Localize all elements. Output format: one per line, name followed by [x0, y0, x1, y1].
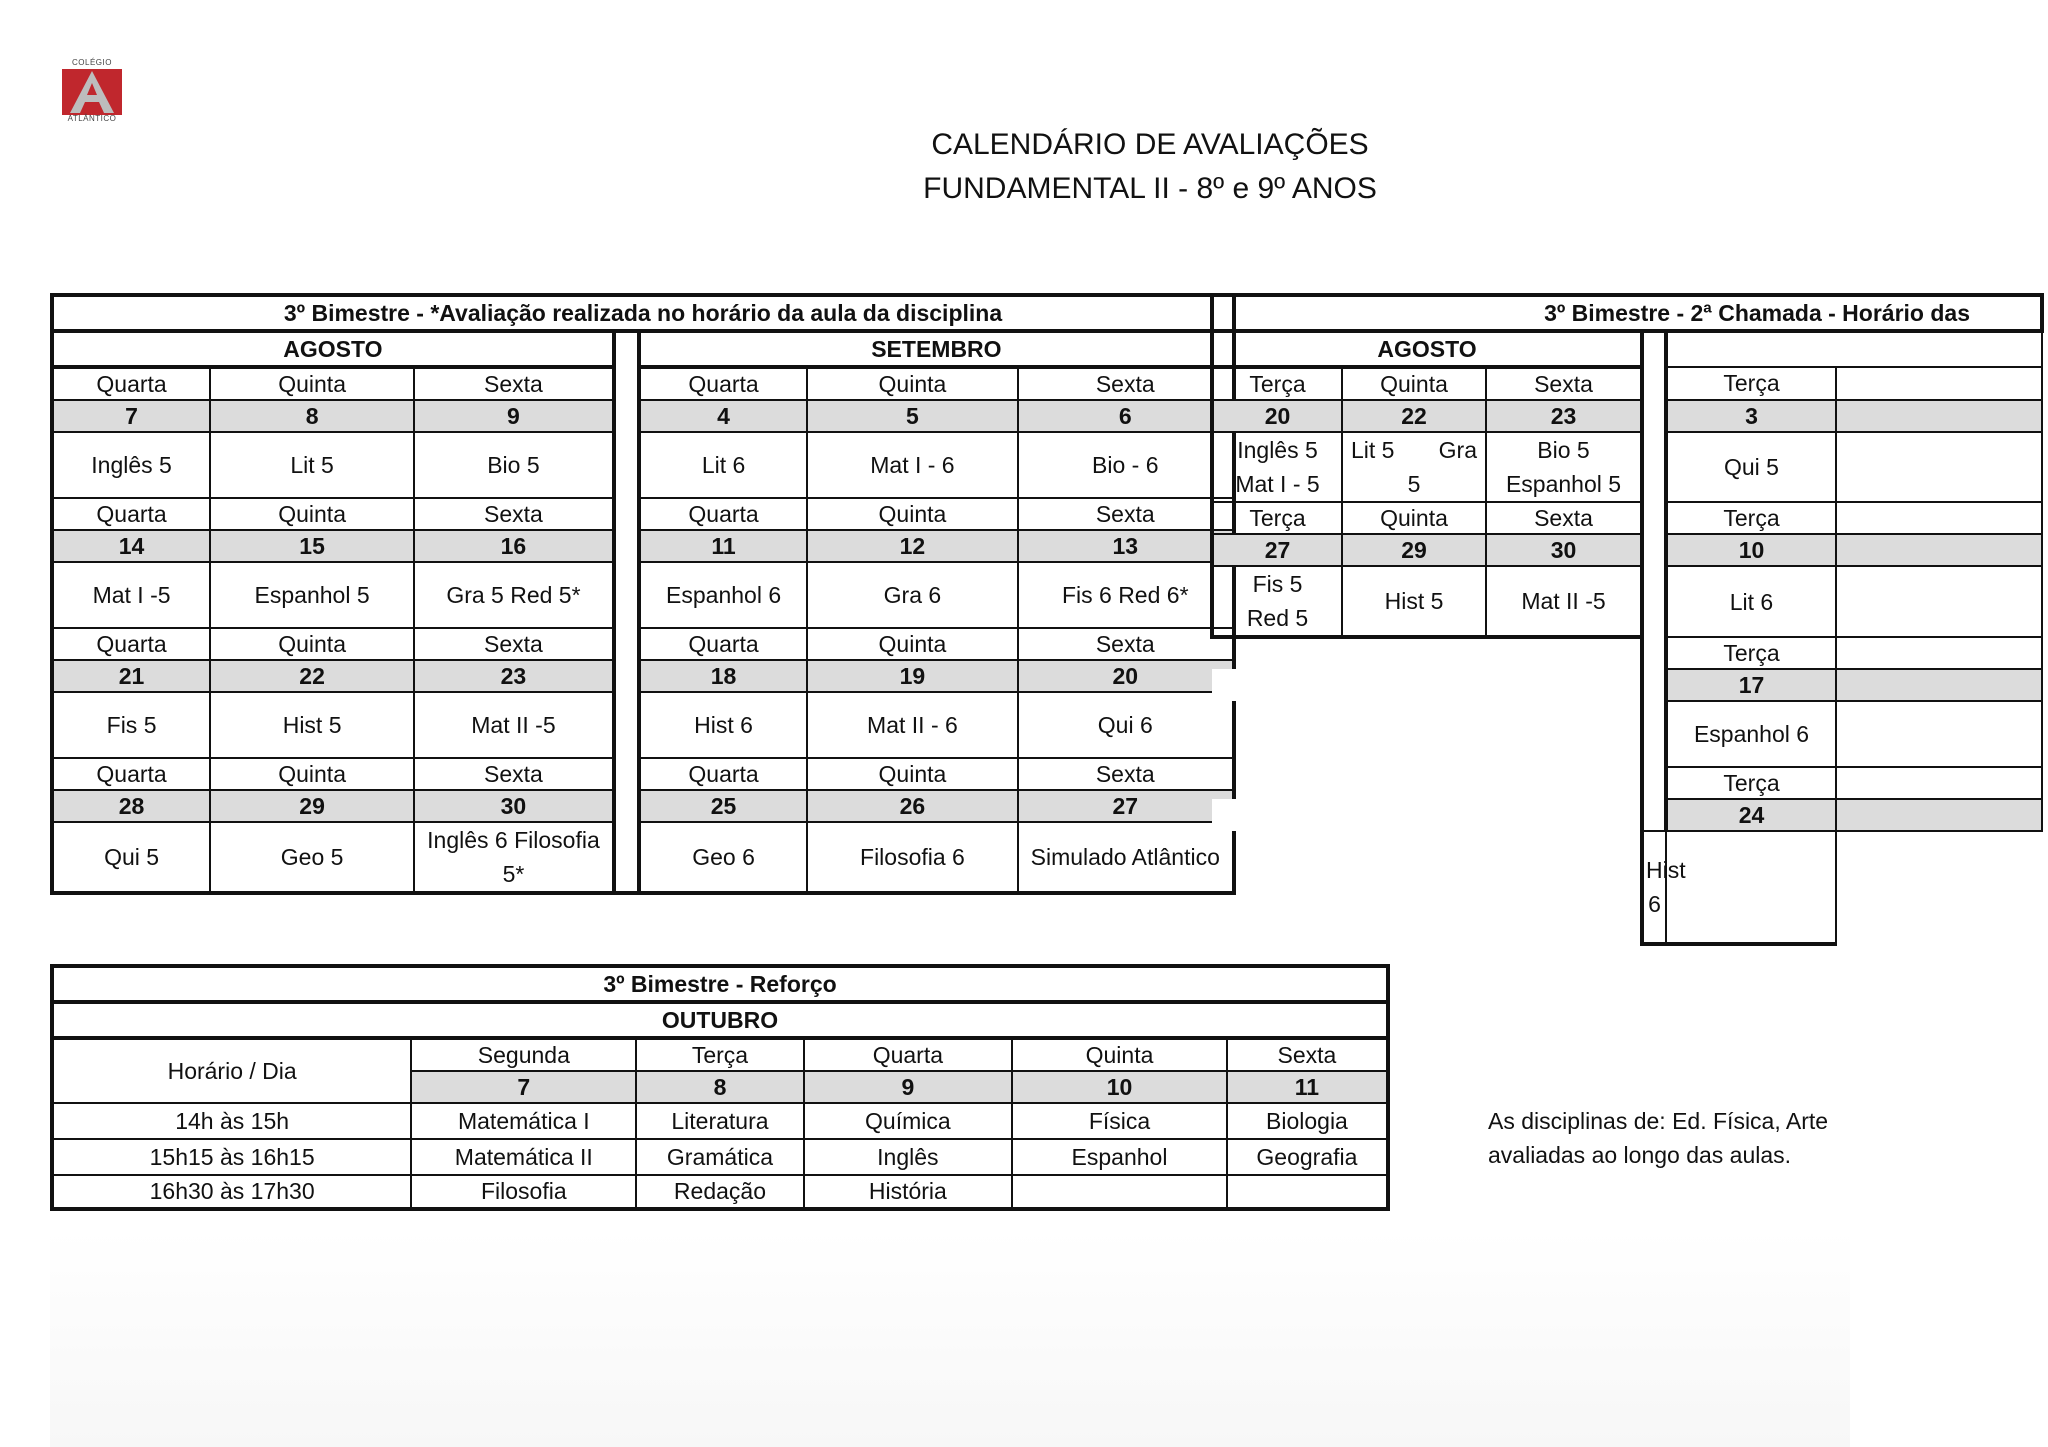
- day-number: 17: [1666, 669, 1836, 701]
- page-title: CALENDÁRIO DE AVALIAÇÕES: [931, 128, 1369, 161]
- reforco-heading: 3º Bimestre - Reforço: [52, 966, 1388, 1002]
- exam-subject: Mat I - 6: [807, 432, 1017, 498]
- day-name: Quinta: [807, 758, 1017, 790]
- exam-subject: Bio - 6: [1018, 432, 1234, 498]
- separator: [1642, 331, 1666, 831]
- exam-subject: Espanhol 6: [1666, 701, 1836, 767]
- day-number: 5: [807, 400, 1017, 432]
- exam-subject-line: 5: [1407, 471, 1421, 497]
- day-number: 20: [1212, 400, 1342, 432]
- separator: [614, 331, 639, 893]
- day-number: 8: [210, 400, 414, 432]
- day-name: Quarta: [52, 758, 210, 790]
- day-name: Sexta: [414, 498, 614, 530]
- second-call-section: [1208, 291, 1971, 971]
- exam-subject: Inglês 5: [52, 432, 210, 498]
- day-number: 22: [210, 660, 414, 692]
- day-number: 20: [1018, 660, 1234, 692]
- day-number: 29: [1342, 534, 1486, 566]
- month-cell-clipped: [1666, 331, 2042, 367]
- reforco-subject: Geografia: [1227, 1139, 1388, 1175]
- day-number: 18: [639, 660, 808, 692]
- exam-subject: Geo 5: [210, 822, 414, 893]
- exam-subject: Mat II - 6: [807, 692, 1017, 758]
- day-name: Terça: [1212, 367, 1342, 400]
- exam-subject: Filosofia 6: [807, 822, 1017, 893]
- day-number: 11: [639, 530, 808, 562]
- exam-subject: [1342, 432, 1486, 502]
- exam-subject: Espanhol 6: [639, 562, 808, 628]
- day-name: Sexta: [414, 758, 614, 790]
- exam-subject: Lit 5: [210, 432, 414, 498]
- logo-letter-icon: [62, 69, 122, 115]
- exam-subject-line: Lit 5: [1351, 437, 1395, 463]
- day-name: Quarta: [639, 628, 808, 660]
- background-strip: [50, 1230, 1850, 1447]
- exam-subject-line: Bio 5: [1537, 437, 1590, 463]
- day-name: Segunda: [411, 1038, 636, 1071]
- logo-top-text: COLÉGIO: [72, 58, 112, 67]
- day-name: Terça: [1666, 637, 1836, 669]
- exam-subject: Hist 6: [1642, 831, 1666, 944]
- day-name: Quinta: [807, 367, 1017, 400]
- reforco-subject: Espanhol: [1012, 1139, 1227, 1175]
- note-box: [1488, 1104, 1838, 1184]
- time-day-corner: Horário / Dia: [52, 1038, 411, 1103]
- day-name: Quarta: [639, 498, 808, 530]
- day-number: 30: [1486, 534, 1642, 566]
- time-slot: 16h30 às 17h30: [52, 1175, 411, 1209]
- day-number: 8: [636, 1071, 803, 1103]
- day-number: 27: [1212, 534, 1342, 566]
- day-number: 13: [1018, 530, 1234, 562]
- reforco-subject: Filosofia: [411, 1175, 636, 1209]
- day-name: Quarta: [639, 367, 808, 400]
- day-number: 19: [807, 660, 1017, 692]
- reforco-subject: [1012, 1175, 1227, 1209]
- day-number: 22: [1342, 400, 1486, 432]
- reforco-subject: Inglês: [804, 1139, 1013, 1175]
- exam-subject: Lit 6: [639, 432, 808, 498]
- day-number: 26: [807, 790, 1017, 822]
- day-name: Sexta: [414, 367, 614, 400]
- exam-subject: Gra 5 Red 5*: [414, 562, 614, 628]
- day-number: 23: [414, 660, 614, 692]
- exam-subject-line: Mat I - 5: [1235, 471, 1320, 497]
- exam-subject: Fis 5: [52, 692, 210, 758]
- exam-subject: Hist 5: [210, 692, 414, 758]
- day-number: 7: [411, 1071, 636, 1103]
- exam-subject: Simulado Atlântico: [1018, 822, 1234, 893]
- day-name: Quinta: [210, 628, 414, 660]
- exam-subject-line: Espanhol 5: [1505, 471, 1622, 497]
- time-slot: 15h15 às 16h15: [52, 1139, 411, 1175]
- day-number: 9: [414, 400, 614, 432]
- day-name: Terça: [1666, 767, 1836, 799]
- logo-bottom-text: ATLÂNTICO: [67, 114, 117, 123]
- reforco-month: OUTUBRO: [52, 1002, 1388, 1038]
- day-name: Quinta: [1342, 367, 1486, 400]
- day-name: Terça: [1666, 502, 1836, 534]
- day-number: 25: [639, 790, 808, 822]
- reforco-subject: Literatura: [636, 1103, 803, 1139]
- note-line: avaliadas ao longo das aulas.: [1488, 1142, 1792, 1168]
- day-number: 24: [1666, 799, 1836, 831]
- day-number: 23: [1486, 400, 1642, 432]
- day-number: 28: [52, 790, 210, 822]
- month-agosto-second: AGOSTO: [1212, 331, 1642, 367]
- reforco-subject: Redação: [636, 1175, 803, 1209]
- day-name: Quinta: [807, 498, 1017, 530]
- day-number: 4: [639, 400, 808, 432]
- day-name: Terça: [1212, 502, 1342, 534]
- exam-subject-line: Red 5: [1246, 605, 1309, 631]
- day-name: Quinta: [210, 498, 414, 530]
- second-call-heading: 3º Bimestre - 2ª Chamada - Horário das: [1212, 295, 2042, 331]
- main-heading: 3º Bimestre - *Avaliação realizada no horário da aula da disciplina: [52, 295, 1234, 331]
- exam-subject: Lit 6: [1666, 566, 1836, 637]
- exam-subject: Geo 6: [639, 822, 808, 893]
- day-number: 10: [1666, 534, 1836, 566]
- day-name: Sexta: [1227, 1038, 1388, 1071]
- exam-subject: Qui 5: [1666, 432, 1836, 502]
- exam-subject: Bio 5: [414, 432, 614, 498]
- day-number: 6: [1018, 400, 1234, 432]
- exam-subject: Mat I -5: [52, 562, 210, 628]
- day-name: Quarta: [52, 628, 210, 660]
- month-agosto: AGOSTO: [52, 331, 614, 367]
- day-name: Quinta: [210, 367, 414, 400]
- reforco-subject: Biologia: [1227, 1103, 1388, 1139]
- day-number: 15: [210, 530, 414, 562]
- exam-subject: Hist 6: [639, 692, 808, 758]
- day-name: Quarta: [52, 367, 210, 400]
- page-subtitle: FUNDAMENTAL II - 8º e 9º ANOS: [923, 172, 1377, 205]
- day-name: Sexta: [1018, 758, 1234, 790]
- day-name: Sexta: [1018, 367, 1234, 400]
- day-name: Sexta: [1018, 628, 1234, 660]
- reforco-subject: Matemática I: [411, 1103, 636, 1139]
- day-number: 30: [414, 790, 614, 822]
- day-name: Sexta: [1486, 367, 1642, 400]
- day-number: 21: [52, 660, 210, 692]
- time-slot: 14h às 15h: [52, 1103, 411, 1139]
- day-name: Sexta: [1018, 498, 1234, 530]
- second-call-table: [1210, 293, 2044, 946]
- exam-subject: Qui 5: [52, 822, 210, 893]
- exam-subject: [1486, 432, 1642, 502]
- exam-subject-line: Gra: [1438, 437, 1477, 463]
- day-number: 10: [1012, 1071, 1227, 1103]
- exam-subject-line: Inglês 5: [1237, 437, 1318, 463]
- day-name: Terça: [636, 1038, 803, 1071]
- exam-subject: Inglês 6 Filosofia 5*: [414, 822, 614, 893]
- note-line: As disciplinas de: Ed. Física, Arte: [1488, 1108, 1829, 1134]
- day-number: 12: [807, 530, 1017, 562]
- exam-subject: [1212, 432, 1342, 502]
- reforco-subject: [1227, 1175, 1388, 1209]
- exam-subject: Mat II -5: [414, 692, 614, 758]
- day-name: Quarta: [52, 498, 210, 530]
- school-logo: [58, 58, 126, 128]
- exam-subject: Qui 6: [1018, 692, 1234, 758]
- reforco-table: [50, 964, 1390, 1211]
- exam-subject: Gra 6: [807, 562, 1017, 628]
- day-number: 9: [804, 1071, 1013, 1103]
- day-number: 29: [210, 790, 414, 822]
- day-name: Quinta: [1342, 502, 1486, 534]
- day-name: Quarta: [639, 758, 808, 790]
- reforco-subject: História: [804, 1175, 1013, 1209]
- exam-subject: Fis 6 Red 6*: [1018, 562, 1234, 628]
- main-exam-table: [50, 293, 1236, 895]
- day-name: Quinta: [807, 628, 1017, 660]
- reforco-subject: Química: [804, 1103, 1013, 1139]
- reforco-subject: Gramática: [636, 1139, 803, 1175]
- day-number: 7: [52, 400, 210, 432]
- day-number: 14: [52, 530, 210, 562]
- day-name: Sexta: [1486, 502, 1642, 534]
- reforco-subject: Física: [1012, 1103, 1227, 1139]
- reforco-subject: Matemática II: [411, 1139, 636, 1175]
- day-number: 11: [1227, 1071, 1388, 1103]
- day-name: Terça: [1666, 367, 1836, 400]
- day-name: Sexta: [414, 628, 614, 660]
- day-name: Quarta: [804, 1038, 1013, 1071]
- day-number: 27: [1018, 790, 1234, 822]
- exam-subject-line: Fis 5: [1252, 571, 1303, 597]
- exam-subject: Hist 5: [1342, 566, 1486, 637]
- day-number: 16: [414, 530, 614, 562]
- day-name: Quinta: [210, 758, 414, 790]
- exam-subject: [1212, 566, 1342, 637]
- exam-subject: Mat II -5: [1486, 566, 1642, 637]
- month-setembro: SETEMBRO: [639, 331, 1234, 367]
- exam-subject: Espanhol 5: [210, 562, 414, 628]
- day-number: 3: [1666, 400, 1836, 432]
- day-name: Quinta: [1012, 1038, 1227, 1071]
